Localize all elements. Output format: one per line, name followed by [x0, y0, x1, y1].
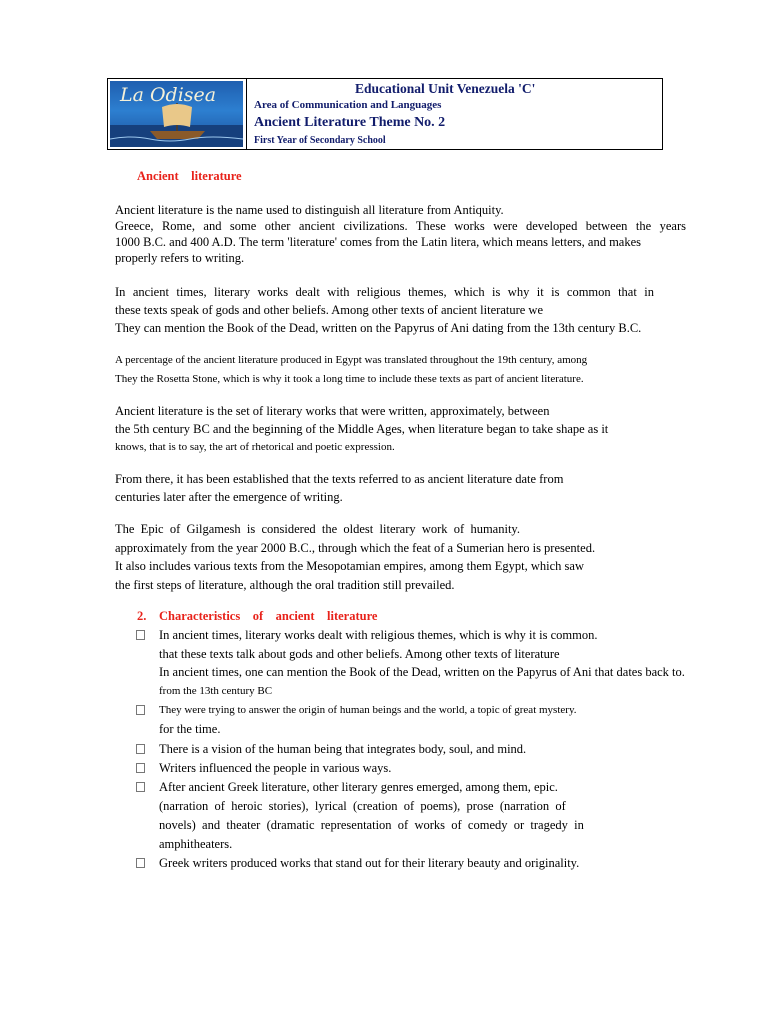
paragraph-line: From there, it has been established that the texts referred to as ancient literature date from	[115, 472, 564, 486]
paragraph-line: It also includes various texts from the Mesopotamian empires, among them Egypt, which saw	[115, 559, 585, 573]
paragraph-line: In ancient times, literary works dealt with religious themes, which is why it is common that in	[115, 285, 654, 299]
list-item-line: They were trying to answer the origin of human beings and the world, a topic of great mystery.	[159, 704, 577, 716]
bullet-marker	[136, 763, 145, 773]
paragraph-line: The Epic of Gilgamesh is considered the oldest literary work of humanity.	[115, 522, 520, 536]
list-item-line: After ancient Greek literature, other literary genres emerged, among them, epic.	[159, 780, 558, 794]
paragraph-line: Greece, Rome, and some other ancient civilizations. These works were developed between the years	[115, 219, 686, 233]
section-heading: Characteristics of ancient literature	[159, 609, 378, 623]
list-item-line: There is a vision of the human being that integrates body, soul, and mind.	[159, 742, 527, 756]
header-box	[107, 78, 663, 150]
bullet-marker	[136, 858, 145, 868]
paragraph-line: the 5th century BC and the beginning of the Middle Ages, when literature began to take shape as it	[115, 422, 609, 436]
list-item-line: for the time.	[159, 722, 221, 736]
bullet-marker	[136, 705, 145, 715]
list-item-line: novels) and theater (dramatic representation of works of comedy or tragedy in	[159, 818, 584, 832]
list-item-line: amphitheaters.	[159, 837, 233, 851]
header-divider	[246, 79, 247, 149]
school-year: First Year of Secondary School	[254, 135, 386, 146]
list-item-line: Writers influenced the people in various ways.	[159, 761, 392, 775]
paragraph-line: Ancient literature is the name used to distinguish all literature from Antiquity.	[115, 203, 504, 217]
paragraph-line: knows, that is to say, the art of rhetorical and poetic expression.	[115, 441, 395, 453]
paragraph-line: A percentage of the ancient literature produced in Egypt was translated throughout the 19th century, among	[115, 354, 588, 366]
logo-title: La Odisea	[120, 84, 217, 106]
list-item-line: In ancient times, literary works dealt with religious themes, which is why it is common.	[159, 628, 598, 642]
section-heading: Ancient literature	[137, 169, 242, 183]
list-item-line: Greek writers produced works that stand out for their literary beauty and originality.	[159, 856, 580, 870]
paragraph-line: 1000 B.C. and 400 A.D. The term 'literature' comes from the Latin litera, which means letters, and makes	[115, 235, 642, 249]
paragraph-line: Ancient literature is the set of literary works that were written, approximately, between	[115, 404, 550, 418]
list-item-line: In ancient times, one can mention the Book of the Dead, written on the Papyrus of Ani that dates back to.	[159, 665, 685, 679]
theme-title: Ancient Literature Theme No. 2	[254, 115, 446, 130]
area-name: Area of Communication and Languages	[254, 99, 442, 111]
bullet-marker	[136, 744, 145, 754]
bullet-marker	[136, 630, 145, 640]
paragraph-line: approximately from the year 2000 B.C., through which the feat of a Sumerian hero is presented.	[115, 541, 596, 555]
bullet-marker	[136, 782, 145, 792]
paragraph-line: these texts speak of gods and other beliefs. Among other texts of ancient literature we	[115, 303, 543, 317]
school-name: Educational Unit Venezuela 'C'	[355, 81, 536, 96]
paragraph-line: properly refers to writing.	[115, 251, 245, 265]
section-number: 2.	[137, 609, 147, 623]
list-item-line: from the 13th century BC	[159, 685, 273, 697]
paragraph-line: the first steps of literature, although the oral tradition still prevailed.	[115, 578, 455, 592]
paragraph-line: centuries later after the emergence of writing.	[115, 490, 343, 504]
paragraph-line: They the Rosetta Stone, which is why it took a long time to include these texts as part of ancient literature.	[115, 373, 584, 385]
paragraph-line: They can mention the Book of the Dead, written on the Papyrus of Ani dating from the 13th century B.C.	[115, 321, 642, 335]
list-item-line: (narration of heroic stories), lyrical (creation of poems), prose (narration of	[159, 799, 566, 813]
list-item-line: that these texts talk about gods and other beliefs. Among other texts of literature	[159, 647, 560, 661]
odyssey-logo-image	[110, 81, 243, 147]
